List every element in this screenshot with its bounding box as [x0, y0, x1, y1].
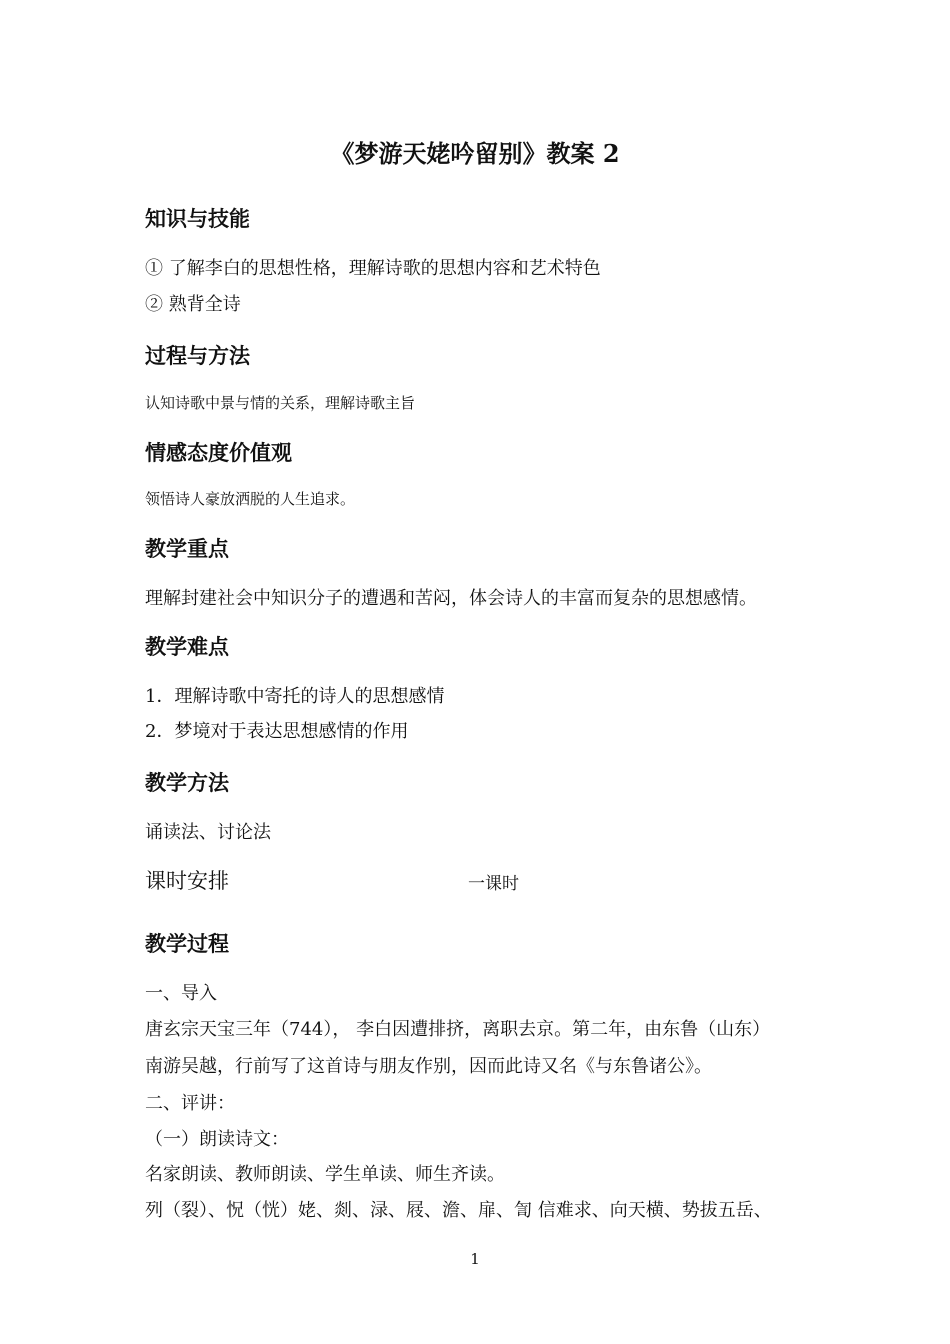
- emotion-text: 领悟诗人豪放洒脱的人生追求。: [145, 490, 356, 508]
- knowledge-item-2: ② 熟背全诗: [145, 294, 241, 315]
- heading-key-points: 教学重点: [145, 536, 229, 561]
- heading-knowledge: 知识与技能: [145, 206, 250, 231]
- difficulty-item-2: 2．梦境对于表达思想感情的作用: [145, 721, 409, 742]
- schedule-label: 课时安排: [145, 869, 229, 893]
- procedure-line: 一、导入: [145, 983, 217, 1004]
- procedure-line: 南游吴越，行前写了这首诗与朋友作别，因而此诗又名《与东鲁诸公》。: [145, 1056, 712, 1077]
- schedule-value: 一课时: [468, 874, 519, 894]
- procedure-line: 列（裂）、怳（恍）姥、剡、渌、屐、澹、扉、訇 信难求、向天横、势拔五岳、: [145, 1200, 772, 1221]
- heading-difficulties: 教学难点: [145, 634, 229, 659]
- knowledge-item-1: ① 了解李白的思想性格，理解诗歌的思想内容和艺术特色: [145, 258, 601, 279]
- difficulty-item-1: 1．理解诗歌中寄托的诗人的思想感情: [145, 686, 445, 707]
- document-title: 《梦游天姥吟留别》教案 2: [330, 139, 620, 168]
- procedure-line: 唐玄宗天宝三年（744）， 李白因遭排挤，离职去京。第二年，由东鲁（山东）: [145, 1019, 771, 1040]
- methods-text: 诵读法、讨论法: [145, 822, 271, 843]
- procedure-line: 名家朗读、教师朗读、学生单读、师生齐读。: [145, 1164, 505, 1185]
- procedure-line: （一）朗读诗文：: [145, 1129, 289, 1150]
- process-text: 认知诗歌中景与情的关系，理解诗歌主旨: [145, 394, 416, 412]
- heading-procedure: 教学过程: [145, 931, 229, 956]
- heading-emotion: 情感态度价值观: [145, 440, 292, 465]
- key-points-text: 理解封建社会中知识分子的遭遇和苦闷，体会诗人的丰富而复杂的思想感情。: [145, 588, 757, 609]
- heading-process: 过程与方法: [145, 343, 250, 368]
- page-number: 1: [470, 1250, 480, 1268]
- heading-methods: 教学方法: [145, 770, 229, 795]
- procedure-line: 二、评讲：: [145, 1093, 235, 1114]
